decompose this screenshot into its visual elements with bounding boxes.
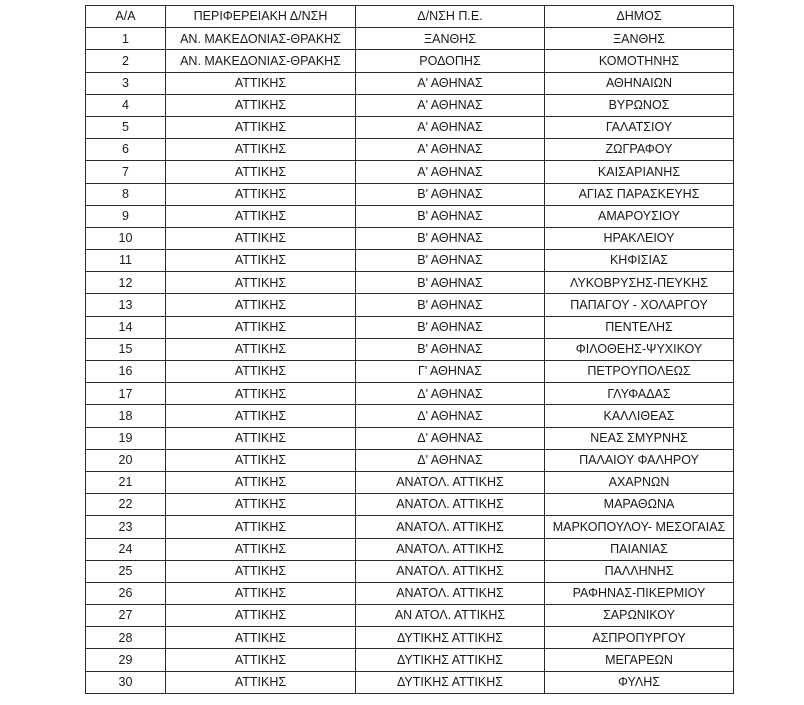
table-row	[86, 139, 734, 161]
cell-regional-directorate: ΑΤΤΙΚΗΣ	[166, 94, 356, 116]
cell-regional-directorate: ΑΤΤΙΚΗΣ	[166, 449, 356, 471]
cell-regional-directorate: ΑΤΤΙΚΗΣ	[166, 227, 356, 249]
cell-municipality: ΒΥΡΩΝΟΣ	[545, 94, 734, 116]
cell-regional-directorate: ΑΤΤΙΚΗΣ	[166, 605, 356, 627]
cell-aa: 22	[86, 494, 166, 516]
cell-aa: 30	[86, 671, 166, 693]
cell-aa: 28	[86, 627, 166, 649]
cell-regional-directorate: ΑΤΤΙΚΗΣ	[166, 471, 356, 493]
cell-aa: 17	[86, 383, 166, 405]
cell-municipality: ΠΕΤΡΟΥΠΟΛΕΩΣ	[545, 361, 734, 383]
cell-directorate-pe: Α' ΑΘΗΝΑΣ	[356, 72, 545, 94]
cell-directorate-pe: Β' ΑΘΗΝΑΣ	[356, 272, 545, 294]
cell-municipality: ΑΧΑΡΝΩΝ	[545, 471, 734, 493]
cell-directorate-pe: Δ' ΑΘΗΝΑΣ	[356, 405, 545, 427]
cell-directorate-pe: Β' ΑΘΗΝΑΣ	[356, 250, 545, 272]
table-row	[86, 338, 734, 360]
cell-municipality: ΚΑΛΛΙΘΕΑΣ	[545, 405, 734, 427]
cell-directorate-pe: Δ' ΑΘΗΝΑΣ	[356, 427, 545, 449]
header-municipality: ΔΗΜΟΣ	[545, 6, 734, 28]
cell-directorate-pe: Β' ΑΘΗΝΑΣ	[356, 294, 545, 316]
cell-aa: 21	[86, 471, 166, 493]
cell-directorate-pe: Α' ΑΘΗΝΑΣ	[356, 116, 545, 138]
cell-directorate-pe: ΑΝΑΤΟΛ. ΑΤΤΙΚΗΣ	[356, 516, 545, 538]
cell-directorate-pe: ΔΥΤΙΚΗΣ ΑΤΤΙΚΗΣ	[356, 627, 545, 649]
cell-municipality: ΓΑΛΑΤΣΙΟΥ	[545, 116, 734, 138]
cell-municipality: ΠΑΠΑΓΟΥ - ΧΟΛΑΡΓΟΥ	[545, 294, 734, 316]
cell-aa: 7	[86, 161, 166, 183]
cell-directorate-pe: Β' ΑΘΗΝΑΣ	[356, 316, 545, 338]
cell-regional-directorate: ΑΤΤΙΚΗΣ	[166, 516, 356, 538]
table-row	[86, 627, 734, 649]
cell-aa: 12	[86, 272, 166, 294]
cell-directorate-pe: Β' ΑΘΗΝΑΣ	[356, 338, 545, 360]
cell-aa: 16	[86, 361, 166, 383]
cell-regional-directorate: ΑΤΤΙΚΗΣ	[166, 649, 356, 671]
cell-aa: 4	[86, 94, 166, 116]
cell-directorate-pe: Β' ΑΘΗΝΑΣ	[356, 227, 545, 249]
cell-aa: 26	[86, 582, 166, 604]
cell-municipality: ΝΕΑΣ ΣΜΥΡΝΗΣ	[545, 427, 734, 449]
table-row	[86, 516, 734, 538]
cell-aa: 24	[86, 538, 166, 560]
cell-directorate-pe: Α' ΑΘΗΝΑΣ	[356, 94, 545, 116]
cell-directorate-pe: Β' ΑΘΗΝΑΣ	[356, 183, 545, 205]
cell-municipality: ΣΑΡΩΝΙΚΟΥ	[545, 605, 734, 627]
municipalities-table	[85, 5, 734, 694]
cell-municipality: ΦΥΛΗΣ	[545, 671, 734, 693]
cell-regional-directorate: ΑΤΤΙΚΗΣ	[166, 183, 356, 205]
cell-municipality: ΠΕΝΤΕΛΗΣ	[545, 316, 734, 338]
cell-regional-directorate: ΑΤΤΙΚΗΣ	[166, 538, 356, 560]
cell-aa: 9	[86, 205, 166, 227]
table-row	[86, 361, 734, 383]
cell-directorate-pe: ΔΥΤΙΚΗΣ ΑΤΤΙΚΗΣ	[356, 671, 545, 693]
cell-directorate-pe: Δ' ΑΘΗΝΑΣ	[356, 383, 545, 405]
cell-municipality: ΖΩΓΡΑΦΟΥ	[545, 139, 734, 161]
cell-aa: 18	[86, 405, 166, 427]
cell-municipality: ΚΟΜΟΤΗΝΗΣ	[545, 50, 734, 72]
cell-aa: 20	[86, 449, 166, 471]
cell-aa: 29	[86, 649, 166, 671]
table-row	[86, 538, 734, 560]
table-row	[86, 405, 734, 427]
cell-directorate-pe: Γ' ΑΘΗΝΑΣ	[356, 361, 545, 383]
table-row	[86, 183, 734, 205]
table-row	[86, 28, 734, 50]
header-directorate-pe: Δ/ΝΣΗ Π.Ε.	[356, 6, 545, 28]
cell-regional-directorate: ΑΤΤΙΚΗΣ	[166, 161, 356, 183]
table-row	[86, 116, 734, 138]
cell-municipality: ΠΑΛΑΙΟΥ ΦΑΛΗΡΟΥ	[545, 449, 734, 471]
cell-municipality: ΑΣΠΡΟΠΥΡΓΟΥ	[545, 627, 734, 649]
cell-regional-directorate: ΑΤΤΙΚΗΣ	[166, 427, 356, 449]
table-row	[86, 250, 734, 272]
cell-municipality: ΚΑΙΣΑΡΙΑΝΗΣ	[545, 161, 734, 183]
cell-municipality: ΜΕΓΑΡΕΩΝ	[545, 649, 734, 671]
table-row	[86, 94, 734, 116]
cell-municipality: ΑΓΙΑΣ ΠΑΡΑΣΚΕΥΗΣ	[545, 183, 734, 205]
header-regional-directorate: ΠΕΡΙΦΕΡΕΙΑΚΗ Δ/ΝΣΗ	[166, 6, 356, 28]
cell-aa: 14	[86, 316, 166, 338]
cell-regional-directorate: ΑΤΤΙΚΗΣ	[166, 338, 356, 360]
cell-aa: 10	[86, 227, 166, 249]
cell-municipality: ΜΑΡΑΘΩΝΑ	[545, 494, 734, 516]
table-row	[86, 161, 734, 183]
cell-municipality: ΚΗΦΙΣΙΑΣ	[545, 250, 734, 272]
cell-aa: 15	[86, 338, 166, 360]
cell-aa: 5	[86, 116, 166, 138]
table-row	[86, 649, 734, 671]
cell-directorate-pe: ΑΝΑΤΟΛ. ΑΤΤΙΚΗΣ	[356, 494, 545, 516]
cell-municipality: ΛΥΚΟΒΡΥΣΗΣ-ΠΕΥΚΗΣ	[545, 272, 734, 294]
table-row	[86, 582, 734, 604]
cell-aa: 2	[86, 50, 166, 72]
clipped-text-above-table	[150, 0, 410, 3]
table-row	[86, 671, 734, 693]
cell-regional-directorate: ΑΤΤΙΚΗΣ	[166, 316, 356, 338]
cell-municipality: ΠΑΙΑΝΙΑΣ	[545, 538, 734, 560]
cell-directorate-pe: ΔΥΤΙΚΗΣ ΑΤΤΙΚΗΣ	[356, 649, 545, 671]
cell-municipality: ΑΘΗΝΑΙΩΝ	[545, 72, 734, 94]
cell-directorate-pe: ΞΑΝΘΗΣ	[356, 28, 545, 50]
table-row	[86, 72, 734, 94]
table-row	[86, 427, 734, 449]
cell-directorate-pe: ΑΝ ΑΤΟΛ. ΑΤΤΙΚΗΣ	[356, 605, 545, 627]
cell-directorate-pe: ΑΝΑΤΟΛ. ΑΤΤΙΚΗΣ	[356, 471, 545, 493]
table-row	[86, 605, 734, 627]
table-row	[86, 494, 734, 516]
cell-directorate-pe: ΑΝΑΤΟΛ. ΑΤΤΙΚΗΣ	[356, 582, 545, 604]
cell-aa: 19	[86, 427, 166, 449]
table-row	[86, 227, 734, 249]
cell-directorate-pe: ΡΟΔΟΠΗΣ	[356, 50, 545, 72]
table-row	[86, 316, 734, 338]
cell-aa: 11	[86, 250, 166, 272]
cell-aa: 23	[86, 516, 166, 538]
cell-municipality: ΓΛΥΦΑΔΑΣ	[545, 383, 734, 405]
cell-regional-directorate: ΑΤΤΙΚΗΣ	[166, 272, 356, 294]
cell-aa: 1	[86, 28, 166, 50]
cell-regional-directorate: ΑΝ. ΜΑΚΕΔΟΝΙΑΣ-ΘΡΑΚΗΣ	[166, 50, 356, 72]
header-aa: Α/Α	[86, 6, 166, 28]
cell-directorate-pe: Δ' ΑΘΗΝΑΣ	[356, 449, 545, 471]
table-row	[86, 471, 734, 493]
cell-regional-directorate: ΑΤΤΙΚΗΣ	[166, 116, 356, 138]
cell-regional-directorate: ΑΤΤΙΚΗΣ	[166, 250, 356, 272]
cell-directorate-pe: Β' ΑΘΗΝΑΣ	[356, 205, 545, 227]
cell-municipality: ΡΑΦΗΝΑΣ-ΠΙΚΕΡΜΙΟΥ	[545, 582, 734, 604]
table-body	[86, 28, 734, 694]
cell-regional-directorate: ΑΤΤΙΚΗΣ	[166, 294, 356, 316]
cell-directorate-pe: ΑΝΑΤΟΛ. ΑΤΤΙΚΗΣ	[356, 538, 545, 560]
cell-aa: 8	[86, 183, 166, 205]
cell-regional-directorate: ΑΤΤΙΚΗΣ	[166, 139, 356, 161]
cell-municipality: ΠΑΛΛΗΝΗΣ	[545, 560, 734, 582]
cell-regional-directorate: ΑΝ. ΜΑΚΕΔΟΝΙΑΣ-ΘΡΑΚΗΣ	[166, 28, 356, 50]
cell-municipality: ΗΡΑΚΛΕΙΟΥ	[545, 227, 734, 249]
table-header-row	[86, 6, 734, 28]
cell-regional-directorate: ΑΤΤΙΚΗΣ	[166, 627, 356, 649]
cell-aa: 6	[86, 139, 166, 161]
cell-municipality: ΦΙΛΟΘΕΗΣ-ΨΥΧΙΚΟΥ	[545, 338, 734, 360]
cell-municipality: ΞΑΝΘΗΣ	[545, 28, 734, 50]
cell-aa: 27	[86, 605, 166, 627]
cell-aa: 13	[86, 294, 166, 316]
cell-directorate-pe: Α' ΑΘΗΝΑΣ	[356, 161, 545, 183]
cell-regional-directorate: ΑΤΤΙΚΗΣ	[166, 361, 356, 383]
cell-regional-directorate: ΑΤΤΙΚΗΣ	[166, 205, 356, 227]
table-row	[86, 50, 734, 72]
cell-aa: 3	[86, 72, 166, 94]
cell-regional-directorate: ΑΤΤΙΚΗΣ	[166, 671, 356, 693]
table-row	[86, 560, 734, 582]
cell-regional-directorate: ΑΤΤΙΚΗΣ	[166, 72, 356, 94]
cell-regional-directorate: ΑΤΤΙΚΗΣ	[166, 383, 356, 405]
table-row	[86, 449, 734, 471]
cell-directorate-pe: Α' ΑΘΗΝΑΣ	[356, 139, 545, 161]
table-row	[86, 383, 734, 405]
table-row	[86, 205, 734, 227]
table-row	[86, 272, 734, 294]
cell-directorate-pe: ΑΝΑΤΟΛ. ΑΤΤΙΚΗΣ	[356, 560, 545, 582]
cell-regional-directorate: ΑΤΤΙΚΗΣ	[166, 560, 356, 582]
cell-regional-directorate: ΑΤΤΙΚΗΣ	[166, 405, 356, 427]
table-row	[86, 294, 734, 316]
cell-regional-directorate: ΑΤΤΙΚΗΣ	[166, 494, 356, 516]
cell-municipality: ΜΑΡΚΟΠΟΥΛΟΥ- ΜΕΣΟΓΑΙΑΣ	[545, 516, 734, 538]
cell-regional-directorate: ΑΤΤΙΚΗΣ	[166, 582, 356, 604]
cell-aa: 25	[86, 560, 166, 582]
cell-municipality: ΑΜΑΡΟΥΣΙΟΥ	[545, 205, 734, 227]
